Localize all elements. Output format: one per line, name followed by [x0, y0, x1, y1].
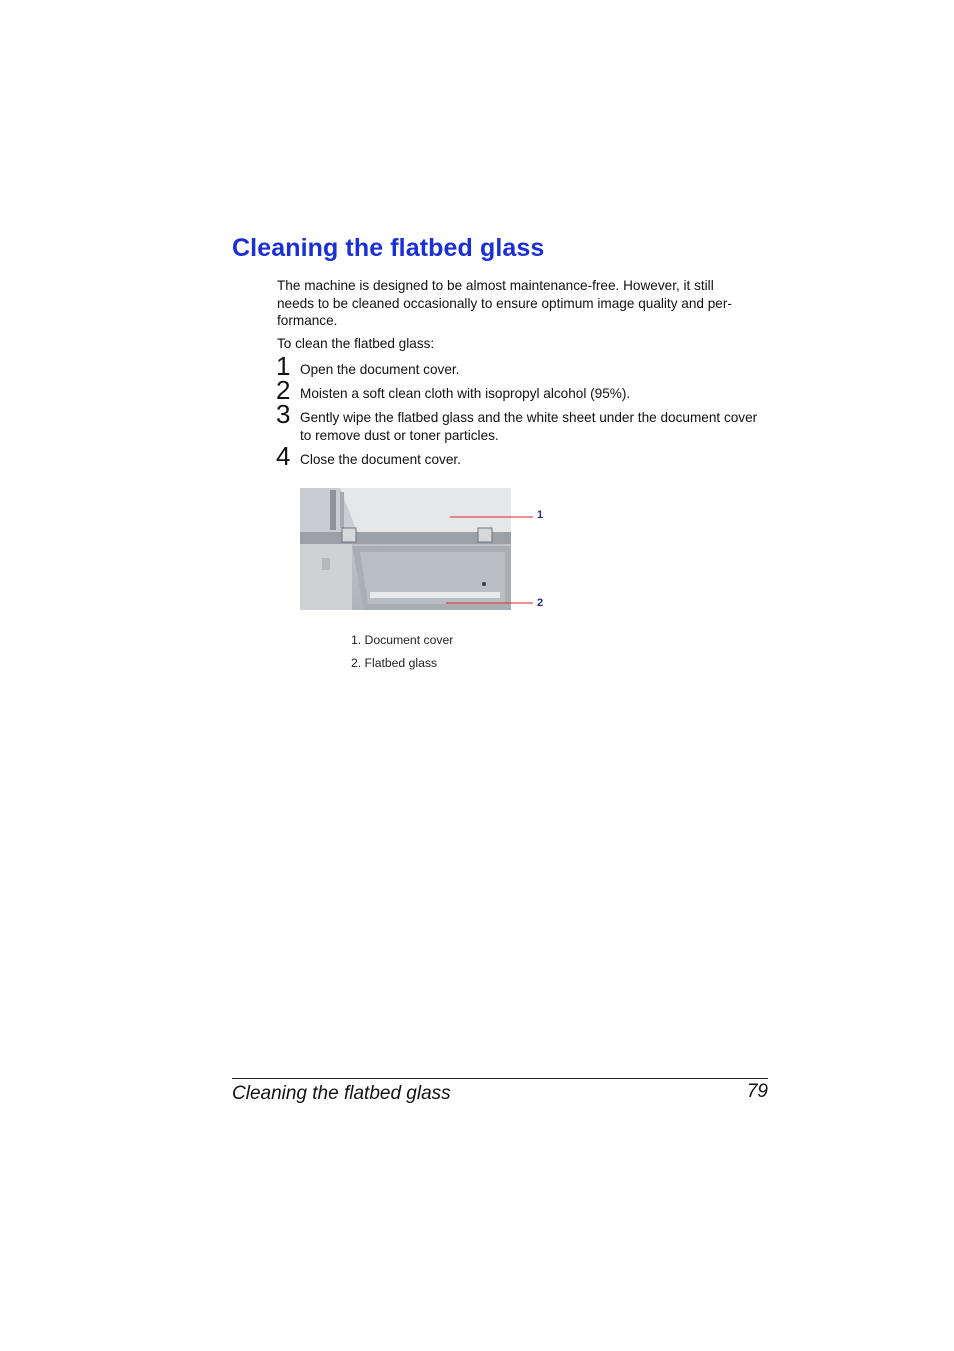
procedure-lead-in: To clean the flatbed glass: — [277, 336, 435, 351]
figure-legend-item-2: 2. Flatbed glass — [351, 656, 438, 670]
intro-line: needs to be cleaned occasionally to ensure optimum image quality and per- — [277, 295, 732, 311]
scanner-figure — [300, 488, 552, 612]
intro-paragraph — [277, 277, 769, 330]
callout-lines — [300, 488, 552, 612]
callout-label-2: 2 — [537, 597, 544, 609]
callout-label-1: 1 — [537, 509, 544, 521]
footer-divider — [232, 1078, 768, 1079]
footer-section-title: Cleaning the flatbed glass — [232, 1083, 451, 1104]
step-text: Gently wipe the flatbed glass and the white sheet under the document cover to remove dust or toner particles. — [300, 410, 758, 443]
figure-legend-item-1: 1. Document cover — [351, 633, 454, 647]
step-number: 2 — [276, 375, 291, 405]
step-text: Close the document cover. — [300, 452, 461, 467]
step-number: 1 — [276, 351, 291, 381]
intro-line: formance. — [277, 313, 338, 329]
page-number: 79 — [746, 1081, 768, 1102]
intro-line: The machine is designed to be almost maintenance-free. However, it still — [277, 278, 714, 293]
page-title: Cleaning the flatbed glass — [232, 234, 545, 262]
step-number: 4 — [276, 441, 291, 471]
step-text: Moisten a soft clean cloth with isopropyl alcohol (95%). — [300, 386, 631, 401]
step-number: 3 — [276, 399, 291, 429]
step-text: Open the document cover. — [300, 362, 460, 377]
